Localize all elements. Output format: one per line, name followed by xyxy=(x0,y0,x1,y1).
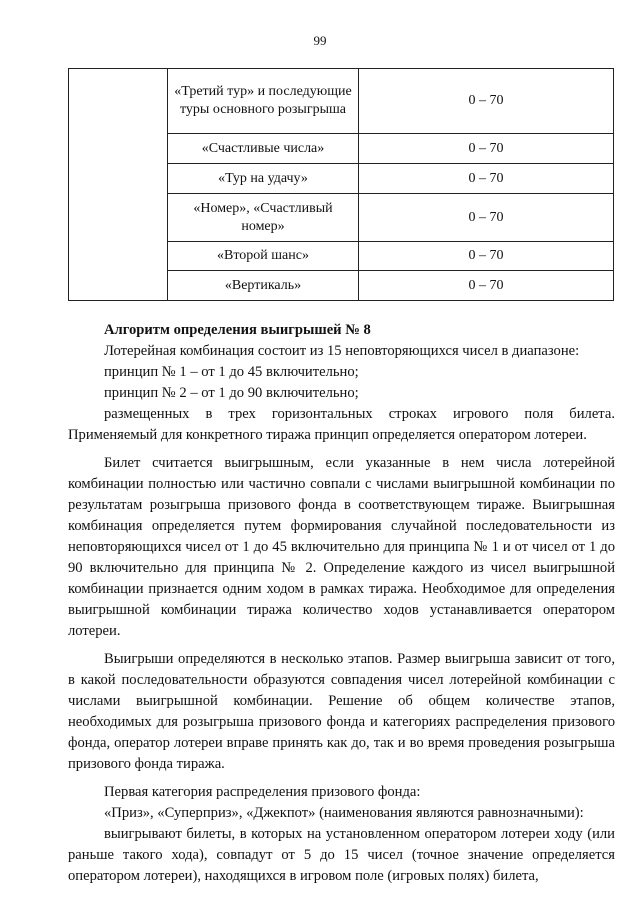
category-name-cell: «Вертикаль» xyxy=(168,271,359,301)
section-heading: Алгоритм определения выигрышей № 8 xyxy=(104,322,371,338)
category-name-cell: «Счастливые числа» xyxy=(168,134,359,164)
document-body xyxy=(68,320,615,887)
category-range-cell: 0 – 70 xyxy=(359,242,614,271)
category-name-cell: «Второй шанс» xyxy=(168,242,359,271)
category-range-cell: 0 – 70 xyxy=(359,194,614,242)
body-paragraph: принцип № 1 – от 1 до 45 включительно; xyxy=(104,364,359,380)
page-number: 99 xyxy=(313,33,327,48)
body-paragraph: принцип № 2 – от 1 до 90 включительно; xyxy=(104,385,359,401)
table-row xyxy=(69,69,614,134)
body-paragraph: Первая категория распределения призового фонда: xyxy=(104,784,421,800)
body-paragraph: выигрывают билеты, в которых на установленном оператором лотереи ходу (или раньше такого хода), совпадут от 5 до 15 чисел (точное значение определяется оператором лотереи), находящихся в игровом поле (игровых полях) билета, xyxy=(68,826,615,884)
table-cell-empty xyxy=(69,69,168,301)
category-range-cell: 0 – 70 xyxy=(359,164,614,194)
category-range-cell: 0 – 70 xyxy=(359,134,614,164)
body-paragraph: Выигрыши определяются в несколько этапов. Размер выигрыша зависит от того, в какой последовательности образуются совпадения чисел лотерейной комбинации с числами выигрышной комбинации. Решение об общем количестве этапов, необходимых для розыгрыша призового фонда и категориях распределения призового фонда, оператор лотереи вправе принять как до, так и во время проведения розыгрыша призового фонда тиража. xyxy=(68,651,615,772)
category-name-cell: «Третий тур» и последующие туры основного розыгрыша xyxy=(168,69,359,134)
category-range-cell: 0 – 70 xyxy=(359,69,614,134)
category-name-cell: «Тур на удачу» xyxy=(168,164,359,194)
category-name-cell: «Номер», «Счастливый номер» xyxy=(168,194,359,242)
category-range-cell: 0 – 70 xyxy=(359,271,614,301)
prize-category-table xyxy=(68,68,614,301)
body-paragraph: Лотерейная комбинация состоит из 15 неповторяющихся чисел в диапазоне: xyxy=(104,343,580,359)
body-paragraph: «Приз», «Суперприз», «Джекпот» (наименования являются равнозначными): xyxy=(104,805,584,821)
body-paragraph: размещенных в трех горизонтальных строках игрового поля билета. Применяемый для конкретного тиража принцип определяется оператором лотереи. xyxy=(68,406,615,443)
body-paragraph: Билет считается выигрышным, если указанные в нем числа лотерейной комбинации полностью или частично совпали с числами выигрышной комбинации по результатам розыгрыша призового фонда в соответствующем тираже. Выигрышная комбинация определяется путем формирования случайной последовательности из неповторяющихся чисел от 1 до 45 включительно для принципа № 1 и от чисел от 1 до 90 включительно для принципа № 2. Определение каждого из чисел выигрышной комбинации признается одним ходом в рамках тиража. Необходимое для определения выигрышной комбинации тиража количество ходов устанавливается оператором лотереи. xyxy=(68,455,615,639)
